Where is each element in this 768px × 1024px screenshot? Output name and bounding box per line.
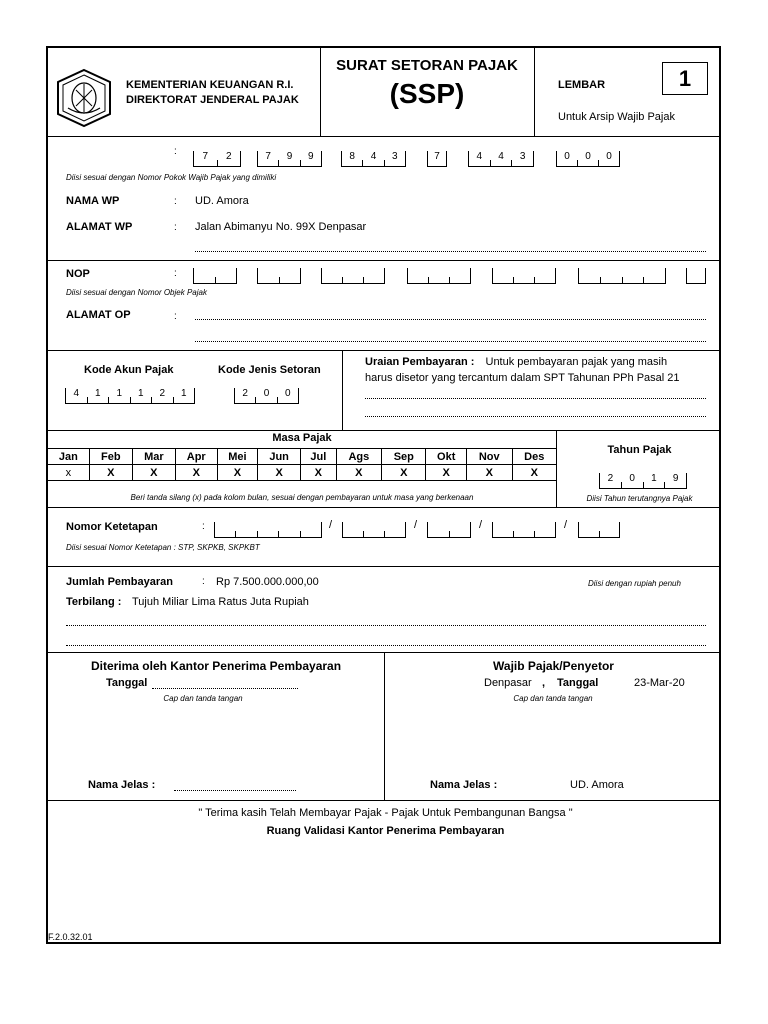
terbilang-value: Tujuh Miliar Lima Ratus Juta Rupiah bbox=[132, 596, 309, 608]
mark-nov[interactable]: X bbox=[466, 465, 512, 481]
mark-okt[interactable]: X bbox=[426, 465, 466, 481]
mark-jan[interactable]: x bbox=[48, 465, 90, 481]
right-nama-value: UD. Amora bbox=[570, 779, 624, 791]
thanks-text: " Terima kasih Telah Membayar Pajak - Pajak Untuk Pembangunan Bangsa " bbox=[198, 807, 573, 819]
left-cap-note: Cap dan tanda tangan bbox=[163, 694, 243, 703]
npwp-group-1: 7 2 bbox=[193, 151, 241, 167]
month-ags: Ags bbox=[336, 449, 382, 465]
mark-feb[interactable]: X bbox=[89, 465, 132, 481]
npwp-group-3: 8 4 3 bbox=[341, 151, 406, 167]
ketetapan-note: Diisi sesuai Nomor Ketetapan : STP, SKPKB, SKPKBT bbox=[66, 543, 260, 552]
diterima-title: Diterima oleh Kantor Penerima Pembayaran bbox=[90, 659, 342, 673]
tahun-pajak-box: 2 0 1 9 bbox=[599, 473, 687, 489]
month-jul: Jul bbox=[301, 449, 336, 465]
month-jan: Jan bbox=[48, 449, 90, 465]
jumlah-label: Jumlah Pembayaran bbox=[66, 576, 173, 588]
ministry-line1: KEMENTERIAN KEUANGAN R.I. bbox=[126, 79, 294, 91]
right-comma: , bbox=[542, 677, 546, 689]
month-des: Des bbox=[512, 449, 556, 465]
uraian-line2: harus disetor yang tercantum dalam SPT Tahunan PPh Pasal 21 bbox=[365, 372, 680, 384]
month-nov: Nov bbox=[466, 449, 512, 465]
right-tanggal-label: Tanggal bbox=[557, 677, 599, 689]
nop-label: NOP bbox=[66, 268, 90, 280]
jumlah-note: Diisi dengan rupiah penuh bbox=[588, 579, 681, 588]
mark-mar[interactable]: X bbox=[132, 465, 175, 481]
kode-akun-box: 4 1 1 1 2 1 bbox=[65, 388, 195, 404]
ssp-form: KEMENTERIAN KEUANGAN R.I. DIREKTORAT JENDERAL PAJAK SURAT SETORAN PAJAK (SSP) LEMBAR 1 Untuk Arsip Wajib Pajak : 7 2 7 9 9 8 4 3 7 4 4 3 0 0 0 Diisi sesuai dengan Nomor Pokok Wajib Pajak yang dimiliki NAMA WP : UD. Amora ALAMAT WP : Jalan Abimanyu No. 99X Denpasar NOP : Diisi sesuai dengan Nomor Objek Pajak ALAMAT OP : Kode Akun Pajak 4 1 1 1 2 1 Kode Jenis Setoran 2 0 0 Uraian Pembayaran : Untuk pembayaran pajak yang masih harus disetor yang tercantum dalam SPT Tahunan PPh Pasal 21 Masa Pajak Jan Feb Mar Apr Mei Jun Jul Ags Sep Okt Nov Des x X X X X X X X X X X X Beri tanda silang (x) pada kolom bulan, sesuai dengan pembayaran untuk masa yang berkenaan Tahun Pajak 2 0 1 9 Diisi Tahun terutangnya Pajak Nomor Ketetapan : / / / / Diisi sesuai Nomor Ketetapan : STP, SKPKB, SKPKBT Jumlah Pembayaran : Rp 7.500.000.000,00 Diisi dengan rupiah penuh Terbilang : Tujuh Miliar Lima Ratus Juta Rupiah Diterima oleh Kantor Penerima Pembayaran Tanggal Cap dan tanda tangan Nama Jelas : Wajib Pajak/Penyetor Denpasar , Tanggal 23-Mar-20 Cap dan tanda tangan Nama Jelas : UD. Amora " Terima kasih Telah Membayar Pajak - Pajak Untuk Pembangunan Bangsa " Ruang Validasi Kantor Penerima Pembayaran F.2.0.32.01 bbox=[46, 46, 721, 944]
masa-pajak-title: Masa Pajak bbox=[272, 432, 332, 444]
right-nama-label: Nama Jelas : bbox=[430, 779, 498, 791]
month-okt: Okt bbox=[426, 449, 466, 465]
right-date: 23-Mar-20 bbox=[634, 677, 685, 689]
uraian-label: Uraian Pembayaran : bbox=[365, 356, 475, 368]
lembar-number: 1 bbox=[662, 62, 708, 95]
tahun-pajak-label: Tahun Pajak bbox=[607, 444, 672, 456]
ministry-logo bbox=[54, 68, 114, 128]
month-feb: Feb bbox=[89, 449, 132, 465]
form-title: SURAT SETORAN PAJAK bbox=[336, 57, 518, 74]
month-sep: Sep bbox=[382, 449, 426, 465]
month-header-row bbox=[48, 449, 557, 465]
mark-jun[interactable]: X bbox=[258, 465, 301, 481]
mark-mei[interactable]: X bbox=[217, 465, 257, 481]
npwp-group-4: 7 bbox=[427, 151, 447, 167]
wajib-pajak-title: Wajib Pajak/Penyetor bbox=[493, 659, 614, 673]
nama-wp-value: UD. Amora bbox=[195, 195, 249, 207]
mark-des[interactable]: X bbox=[512, 465, 556, 481]
lembar-note: Untuk Arsip Wajib Pajak bbox=[558, 111, 675, 123]
left-nama-label: Nama Jelas : bbox=[88, 779, 156, 791]
right-cap-note: Cap dan tanda tangan bbox=[513, 694, 593, 703]
alamat-op-label: ALAMAT OP bbox=[66, 309, 131, 321]
npwp-group-5: 4 4 3 bbox=[468, 151, 534, 167]
right-city: Denpasar bbox=[484, 677, 532, 689]
form-abbr: (SSP) bbox=[389, 78, 465, 109]
month-apr: Apr bbox=[175, 449, 217, 465]
mark-apr[interactable]: X bbox=[175, 465, 217, 481]
npwp-group-2: 7 9 9 bbox=[257, 151, 322, 167]
month-mar: Mar bbox=[132, 449, 175, 465]
ministry-line2: DIREKTORAT JENDERAL PAJAK bbox=[126, 94, 299, 106]
ketetapan-label: Nomor Ketetapan bbox=[66, 521, 158, 533]
form-code: F.2.0.32.01 bbox=[48, 932, 93, 942]
month-jun: Jun bbox=[258, 449, 301, 465]
alamat-wp-label: ALAMAT WP bbox=[66, 221, 133, 233]
npwp-group-6: 0 0 0 bbox=[556, 151, 620, 167]
kode-akun-label: Kode Akun Pajak bbox=[84, 364, 174, 376]
crest-icon bbox=[54, 68, 114, 128]
tahun-pajak-note: Diisi Tahun terutangnya Pajak bbox=[586, 494, 693, 503]
lembar-label: LEMBAR bbox=[558, 79, 606, 91]
uraian-block bbox=[365, 354, 715, 371]
npwp-note: Diisi sesuai dengan Nomor Pokok Wajib Pajak yang dimiliki bbox=[66, 173, 277, 182]
alamat-wp-value: Jalan Abimanyu No. 99X Denpasar bbox=[195, 221, 367, 233]
month-mark-row bbox=[48, 465, 557, 481]
jumlah-value: Rp 7.500.000.000,00 bbox=[216, 576, 319, 588]
masa-pajak-table bbox=[47, 448, 557, 481]
kode-jenis-box: 2 0 0 bbox=[234, 388, 299, 404]
month-mei: Mei bbox=[217, 449, 257, 465]
mark-sep[interactable]: X bbox=[382, 465, 426, 481]
left-tanggal-label: Tanggal bbox=[106, 677, 148, 689]
mark-jul[interactable]: X bbox=[301, 465, 336, 481]
kode-jenis-label: Kode Jenis Setoran bbox=[218, 364, 321, 376]
masa-note: Beri tanda silang (x) pada kolom bulan, sesuai dengan pembayaran untuk masa yang berkenaan bbox=[130, 493, 474, 502]
nop-note: Diisi sesuai dengan Nomor Objek Pajak bbox=[66, 288, 207, 297]
nama-wp-label: NAMA WP bbox=[66, 195, 120, 207]
validasi-label: Ruang Validasi Kantor Penerima Pembayaran bbox=[266, 825, 505, 837]
uraian-line1: Untuk pembayaran pajak yang masih bbox=[485, 356, 668, 368]
terbilang-label: Terbilang : bbox=[66, 596, 122, 608]
mark-ags[interactable]: X bbox=[336, 465, 382, 481]
